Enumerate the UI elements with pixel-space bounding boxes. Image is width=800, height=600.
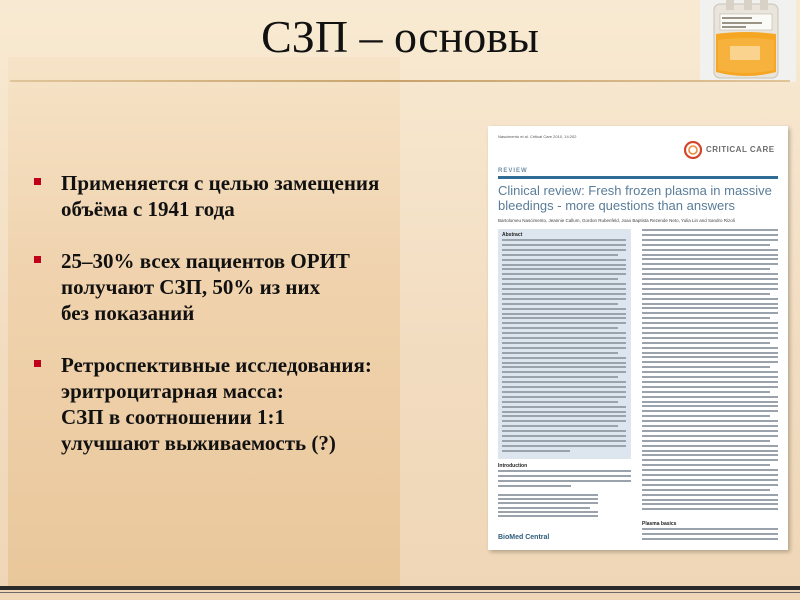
bullet-line: получают СЗП, 50% из них xyxy=(61,275,321,299)
greeked-text-line xyxy=(502,332,626,334)
greeked-text-line xyxy=(642,268,770,270)
article-title xyxy=(498,183,783,213)
greeked-text-line xyxy=(642,430,778,432)
greeked-text-line xyxy=(502,362,626,364)
plasma-basics-heading: Plasma basics xyxy=(642,521,677,527)
greeked-text-line xyxy=(502,352,618,354)
bullet-line: объёма с 1941 года xyxy=(61,197,235,221)
greeked-text-line xyxy=(498,502,598,504)
greeked-text-line xyxy=(642,401,778,403)
critical-care-logo-icon xyxy=(684,141,702,159)
greeked-text-line xyxy=(642,381,778,383)
greeked-text-line xyxy=(642,396,778,398)
bullet-line: без показаний xyxy=(61,301,195,325)
greeked-text-line xyxy=(498,475,631,477)
greeked-text-line xyxy=(502,313,626,315)
greeked-text-line xyxy=(642,234,778,236)
greeked-text-line xyxy=(498,470,631,472)
greeked-text-line xyxy=(642,528,778,530)
greeked-text-line xyxy=(642,469,778,471)
greeked-text-line xyxy=(642,239,778,241)
plasma-bag-image xyxy=(700,0,796,82)
article-authors: Bartolomeu Nascimento, Jeannie Callum, Gordon Rubenfeld, Joao Baptista Rezende Neto, Yulia Lin and Sandro Rizoli xyxy=(498,218,735,223)
greeked-text-line xyxy=(642,288,778,290)
greeked-text-line xyxy=(502,401,618,403)
article-title-line: Clinical review: Fresh frozen plasma in massive xyxy=(498,183,772,198)
greeked-text-line xyxy=(642,249,778,251)
greeked-text-line xyxy=(502,244,626,246)
greeked-text-line xyxy=(502,347,626,349)
greeked-text-line xyxy=(502,288,626,290)
greeked-text-line xyxy=(642,303,778,305)
greeked-text-line xyxy=(502,440,626,442)
greeked-text-line xyxy=(642,440,770,442)
article-thumbnail xyxy=(488,126,788,550)
greeked-text-line xyxy=(502,415,626,417)
greeked-text-line xyxy=(642,327,778,329)
bullet-item xyxy=(34,352,424,456)
greeked-text-line xyxy=(502,264,626,266)
greeked-text-line xyxy=(642,312,778,314)
greeked-text-line xyxy=(642,273,778,275)
greeked-text-line xyxy=(502,366,626,368)
greeked-text-line xyxy=(502,371,626,373)
greeked-text-line xyxy=(502,381,626,383)
bullet-item xyxy=(34,248,424,326)
bullet-marker xyxy=(34,256,41,263)
greeked-text-line xyxy=(502,445,626,447)
greeked-text-line xyxy=(502,298,626,300)
greeked-text-line xyxy=(502,278,618,280)
greeked-text-line xyxy=(498,511,598,513)
greeked-text-line xyxy=(502,293,626,295)
greeked-text-line xyxy=(502,357,626,359)
greeked-text-line xyxy=(642,474,778,476)
greeked-text-line xyxy=(502,430,626,432)
bullet-line: эритроцитарная масса: xyxy=(61,379,284,403)
greeked-text-line xyxy=(642,533,778,535)
greeked-text-line xyxy=(498,494,598,496)
greeked-text-line xyxy=(642,425,778,427)
greeked-text-line xyxy=(498,498,598,500)
bullet-marker xyxy=(34,178,41,185)
abstract-heading: Abstract xyxy=(502,232,523,238)
greeked-text-line xyxy=(642,278,778,280)
greeked-text-line xyxy=(642,459,778,461)
greeked-text-line xyxy=(642,337,778,339)
greeked-text-line xyxy=(502,337,626,339)
section-label: REVIEW xyxy=(498,168,528,174)
greeked-text-line xyxy=(642,347,778,349)
greeked-text-line xyxy=(642,298,778,300)
greeked-text-line xyxy=(502,420,626,422)
greeked-text-line xyxy=(502,406,626,408)
greeked-text-line xyxy=(502,386,626,388)
greeked-text-line xyxy=(642,479,778,481)
greeked-text-line xyxy=(642,317,770,319)
article-citation: Nascimento et al. Critical Care 2010, 14:202 xyxy=(498,134,577,139)
greeked-text-line xyxy=(642,371,778,373)
greeked-text-line xyxy=(642,376,778,378)
greeked-text-line xyxy=(642,435,778,437)
bullet-line: 25–30% всех пациентов ОРИТ xyxy=(61,249,350,273)
bottom-divider xyxy=(0,586,800,590)
greeked-text-line xyxy=(642,342,770,344)
greeked-text-line xyxy=(502,342,626,344)
greeked-text-line xyxy=(502,317,626,319)
greeked-text-line xyxy=(502,322,626,324)
introduction-heading: Introduction xyxy=(498,463,528,469)
greeked-text-line xyxy=(642,366,770,368)
greeked-text-line xyxy=(642,332,778,334)
greeked-text-line xyxy=(502,450,570,452)
slide-title: СЗП – основы xyxy=(261,11,539,62)
bullet-list xyxy=(34,170,424,482)
greeked-text-line xyxy=(642,391,770,393)
greeked-text-line xyxy=(642,454,778,456)
greeked-text-line xyxy=(642,361,778,363)
greeked-text-line xyxy=(642,283,778,285)
bullet-marker xyxy=(34,360,41,367)
greeked-text-line xyxy=(642,322,778,324)
greeked-text-line xyxy=(642,410,778,412)
greeked-text-line xyxy=(642,538,778,540)
greeked-text-line xyxy=(502,273,626,275)
bullet-line: Ретроспективные исследования: xyxy=(61,353,372,377)
publisher-logo: BioMed Central xyxy=(498,534,550,541)
greeked-text-line xyxy=(502,376,618,378)
greeked-text-line xyxy=(642,307,778,309)
greeked-text-line xyxy=(642,450,778,452)
section-bar xyxy=(498,176,778,179)
greeked-text-line xyxy=(642,420,778,422)
greeked-text-line xyxy=(502,259,626,261)
bullet-line: улучшают выживаемость (?) xyxy=(61,431,336,455)
greeked-text-line xyxy=(502,254,618,256)
bullet-line: Применяется с целью замещения xyxy=(61,171,380,195)
plasma-bag-illustration xyxy=(700,0,796,82)
greeked-text-line xyxy=(502,268,626,270)
journal-name: CRITICAL CARE xyxy=(706,145,775,154)
greeked-text-line xyxy=(502,283,626,285)
greeked-text-line xyxy=(642,263,778,265)
greeked-text-line xyxy=(502,249,626,251)
greeked-text-line xyxy=(642,415,770,417)
greeked-text-line xyxy=(502,327,618,329)
greeked-text-line xyxy=(498,507,590,509)
greeked-text-line xyxy=(502,435,626,437)
greeked-text-line xyxy=(642,489,770,491)
bullet-item xyxy=(34,170,424,222)
greeked-text-line xyxy=(642,503,778,505)
greeked-text-line xyxy=(502,308,626,310)
greeked-text-line xyxy=(502,303,618,305)
greeked-text-line xyxy=(498,480,631,482)
greeked-text-line xyxy=(502,425,618,427)
greeked-text-line xyxy=(502,411,626,413)
greeked-text-line xyxy=(642,254,778,256)
greeked-text-line xyxy=(642,356,778,358)
greeked-text-line xyxy=(642,293,770,295)
greeked-text-line xyxy=(502,396,626,398)
greeked-text-line xyxy=(498,515,598,517)
article-title-line: bleedings - more questions than answers xyxy=(498,198,736,213)
title-divider xyxy=(10,80,790,82)
greeked-text-line xyxy=(642,508,778,510)
greeked-text-line xyxy=(502,391,626,393)
greeked-text-line xyxy=(642,494,778,496)
greeked-text-line xyxy=(642,405,778,407)
greeked-text-line xyxy=(642,499,778,501)
greeked-text-line xyxy=(498,485,571,487)
bottom-divider-thin xyxy=(0,592,800,593)
greeked-text-line xyxy=(642,352,778,354)
greeked-text-line xyxy=(642,244,770,246)
greeked-text-line xyxy=(642,484,778,486)
greeked-text-line xyxy=(642,464,770,466)
greeked-text-line xyxy=(642,258,778,260)
greeked-text-line xyxy=(502,239,626,241)
greeked-text-line xyxy=(642,445,778,447)
bullet-line: СЗП в соотношении 1:1 xyxy=(61,405,285,429)
greeked-text-line xyxy=(642,386,778,388)
greeked-text-line xyxy=(642,229,778,231)
